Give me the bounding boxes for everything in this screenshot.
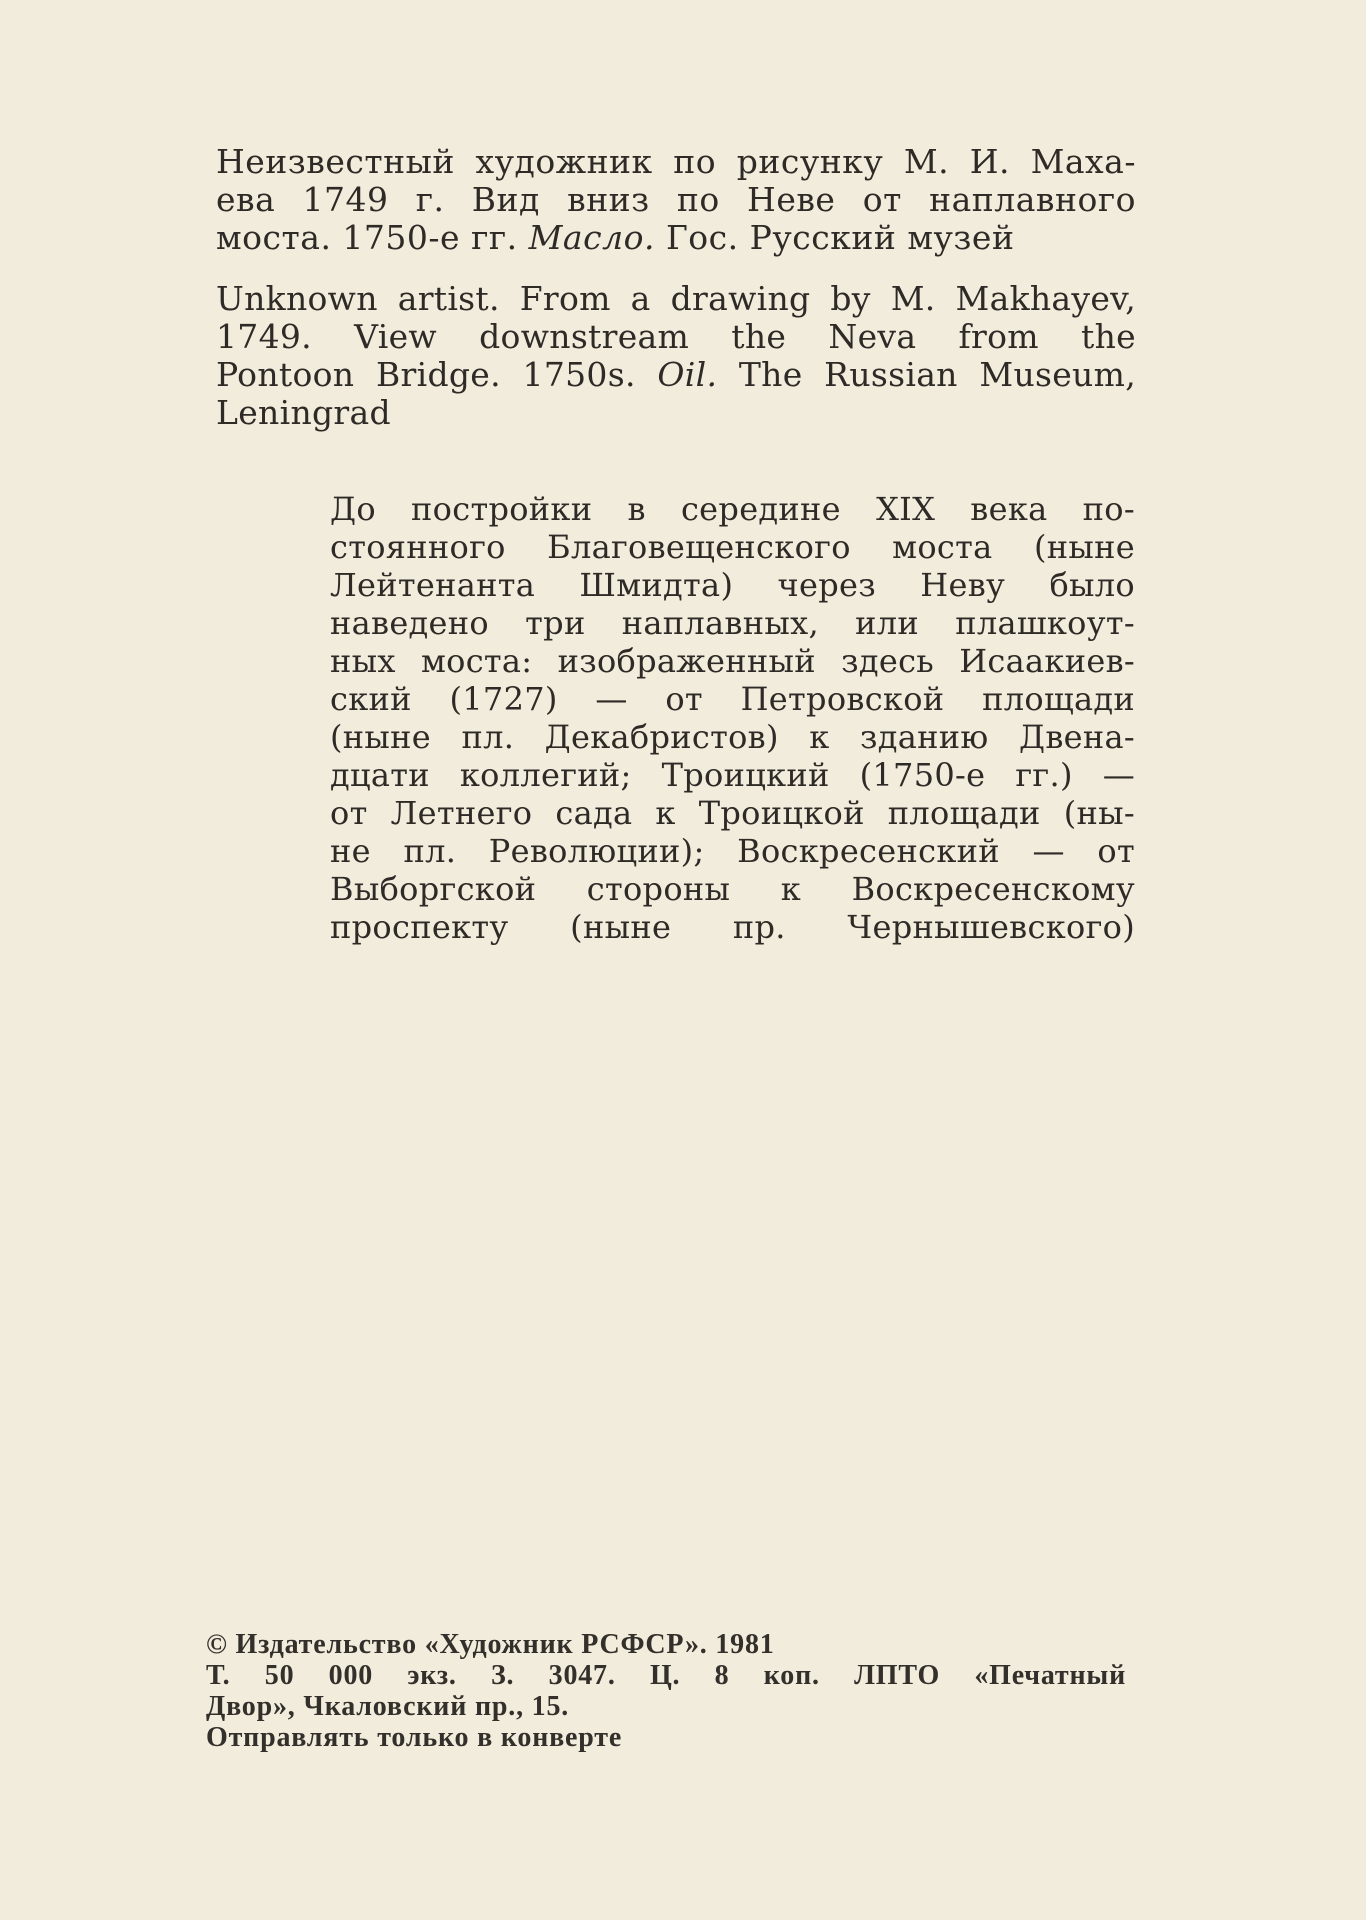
description-line: стоянного Благовещенского моста (ныне (330, 528, 1135, 566)
description-line: проспекту (ныне пр. Чернышевского) (330, 908, 1135, 946)
description-line: Выборгской стороны к Воскресенскому (330, 870, 1135, 908)
description-line: Лейтенанта Шмидта) через Неву было (330, 566, 1135, 604)
english-artwork-caption (216, 280, 1136, 432)
mailing-note: Отправлять только в конверте (206, 1722, 623, 1753)
caption-line (216, 219, 1136, 257)
print-run-line: Т. 50 000 экз. З. 3047. Ц. 8 коп. ЛПТО «Печатный (206, 1660, 1126, 1691)
description-line: не пл. Революции); Воскресенский — от (330, 832, 1135, 870)
caption-line: ева 1749 г. Вид вниз по Неве от наплавного (216, 180, 1136, 219)
caption-text: Pontoon Bridge. 1750s. (216, 355, 658, 394)
copyright-line: © Издательство «Художник РСФСР». 1981 (206, 1629, 775, 1660)
museum-name: The Russian Museum, (717, 355, 1136, 394)
description-line: наведено три наплавных, или плашкоут- (330, 604, 1135, 642)
description-line: дцати коллегий; Троицкий (1750-е гг.) — (330, 756, 1135, 794)
caption-text: моста. 1750-е гг. (216, 218, 529, 257)
artwork-medium: Oil. (657, 355, 718, 394)
caption-line: Unknown artist. From a drawing by M. Makhayev, (216, 279, 1136, 318)
description-line: До постройки в середине XIX века по- (330, 490, 1135, 528)
historical-description (330, 490, 1135, 946)
museum-name: Гос. Русский музей (654, 218, 1015, 257)
artwork-medium: Масло. (528, 218, 655, 257)
description-line: от Летнего сада к Троицкой площади (ны- (330, 794, 1135, 832)
caption-line: Leningrad (216, 393, 391, 432)
printer-address-line: Двор», Чкаловский пр., 15. (206, 1691, 570, 1722)
publisher-imprint (206, 1629, 1126, 1753)
caption-line (216, 356, 1136, 394)
description-line: ский (1727) — от Петровской площади (330, 680, 1135, 718)
description-line: ных моста: изображенный здесь Исаакиев- (330, 642, 1135, 680)
description-line: (ныне пл. Декабристов) к зданию Двена- (330, 718, 1135, 756)
russian-artwork-caption (216, 143, 1136, 257)
caption-line: 1749. View downstream the Neva from the (216, 317, 1136, 356)
caption-line: Неизвестный художник по рисунку М. И. Маха- (216, 142, 1136, 181)
